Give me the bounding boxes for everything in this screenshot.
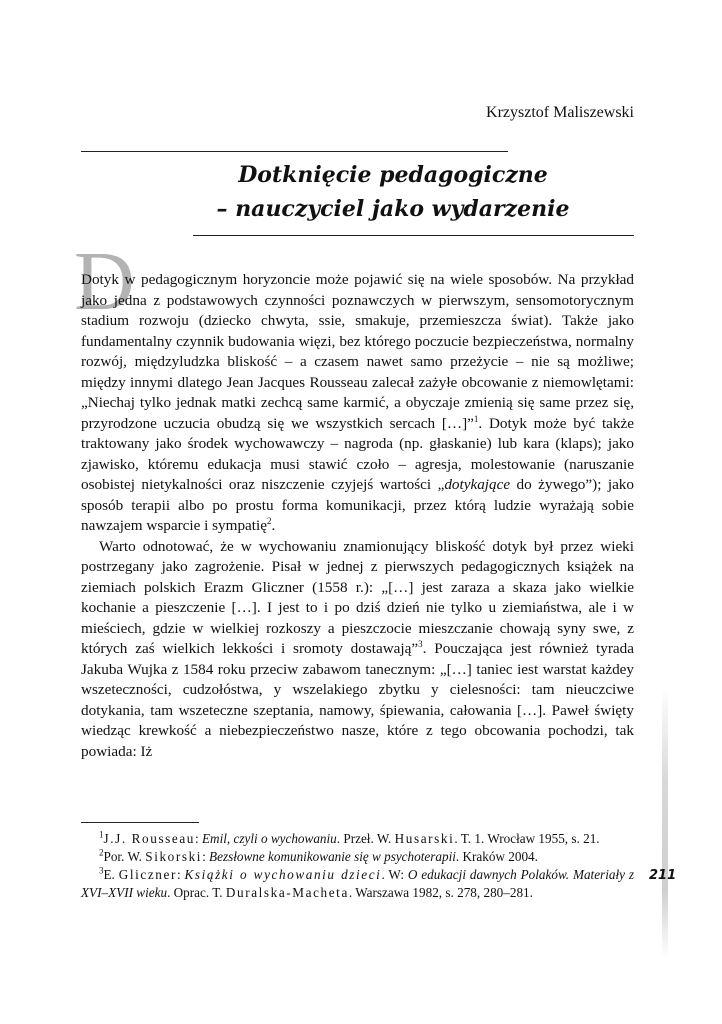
footnote-ref-3: 3	[418, 638, 423, 649]
footnote-3: $^3$E. Gliczner: Książki o wychowaniu dzieci. W: O edukacji dawnych Polaków. Materiały z XVI–XVII wieku. Oprac. T. Duralska-Macheta. Warszawa 1982, s. 278, 280–281.	[81, 865, 634, 900]
footnote-separator	[81, 822, 199, 823]
title-line-1: Dotknięcie pedagogiczne	[238, 162, 548, 188]
footnote-ref-1: 1	[473, 413, 479, 424]
title-bottom-rule	[193, 235, 634, 236]
chapter-title	[0, 158, 722, 226]
body-text	[81, 270, 634, 762]
page-edge-shading	[662, 688, 668, 958]
footnotes	[81, 830, 634, 902]
title-top-rule	[81, 151, 508, 152]
paragraph-2: Warto odnotować, że w wychowaniu znamionujący bliskość dotyk był przez wieki postrzegany jako zagrożenie. Pisał w jednej z pierwszych pedagogicznych książek na ziemiach polskich Erazm Gliczner (1558 r.): „[…] jest zaraza a skaza jako wielkie kochanie a pieszczenie […]. I jest to i po dziś dzień nie tylko u ziemiaństwa, ale i w mieściech, gdzie w wielkiej rozkoszy a pieszczocie mieszczanie chowają syny swe, z których zaś wielkich lekkości i sromoty dostawają”$^3$. Pouczająca jest również tyrada Jakuba Wujka z 1584 roku przeciw zabawom tanecznym: „[…] taniec iest warstat każdey wszeteczności, cudzołóstwa, y wszelakiego zbytku y cielesności: tam nieuczciwe dotykania, tam wszeteczne szeptania, namowy, śpiewania, całowania […]. Paweł święty wiedząc krewkość a niebezpieczeństwo nasze, które z tego obcowania pochodzi, tak powiada: Iż	[81, 537, 634, 760]
footnote-ref-2: 2	[266, 515, 272, 526]
page-number: 211	[649, 868, 677, 883]
footnote-2: $^2$Por. W. Sikorski: Bezsłowne komunikowanie się w psychoterapii. Kraków 2004.	[99, 847, 538, 864]
italic-term: dotykające	[444, 476, 511, 493]
author-name: Krzysztof Maliszewski	[486, 104, 634, 121]
drop-cap: D	[74, 235, 135, 328]
footnote-1: $^1$J.J. Rousseau: Emil, czyli o wychowaniu. Przeł. W. Husarski. T. 1. Wrocław 1955, s. 21.	[99, 829, 600, 846]
title-line-2: – nauczyciel jako wydarzenie	[216, 196, 570, 222]
paragraph-1: Dotyk w pedagogicznym horyzoncie może pojawić się na wiele sposobów. Na przykład jako jedna z podstawowych czynności poznawczych w pierwszym, sensomotorycznym stadium rozwoju (dziecko chwyta, ssie, smakuje, przemieszcza świat). Także jako fundamentalny czynnik budowania więzi, bez którego poczucie bezpieczeństwa, normalny rozwój, międzyludzka bliskość – a czasem nawet samo przeżycie – nie są możliwe; między innymi dlatego Jean Jacques Rousseau zalecał zażyłe obcowanie z niemowlętami: „Niechaj tylko jednak matki zechcą same karmić, a obyczaje zmienią się same przez się, przyrodzone uczucia obudzą się we wszystkich sercach […]”$^1$. Dotyk może być także traktowany jako środek wychowawczy – nagroda (np. głaskanie) lub kara (klaps); jako zjawisko, któremu edukacja musi stawić czoło – agresja, molestowanie (naruszanie osobistej nietykalności oraz niszczenie czyjejś wartości „dotykające do żywego”); jako sposób terapii albo po prostu forma komunikacji, przez którą ludzie wyrażają sobie nawzajem wsparcie i sympatię$^2$.	[81, 271, 634, 534]
